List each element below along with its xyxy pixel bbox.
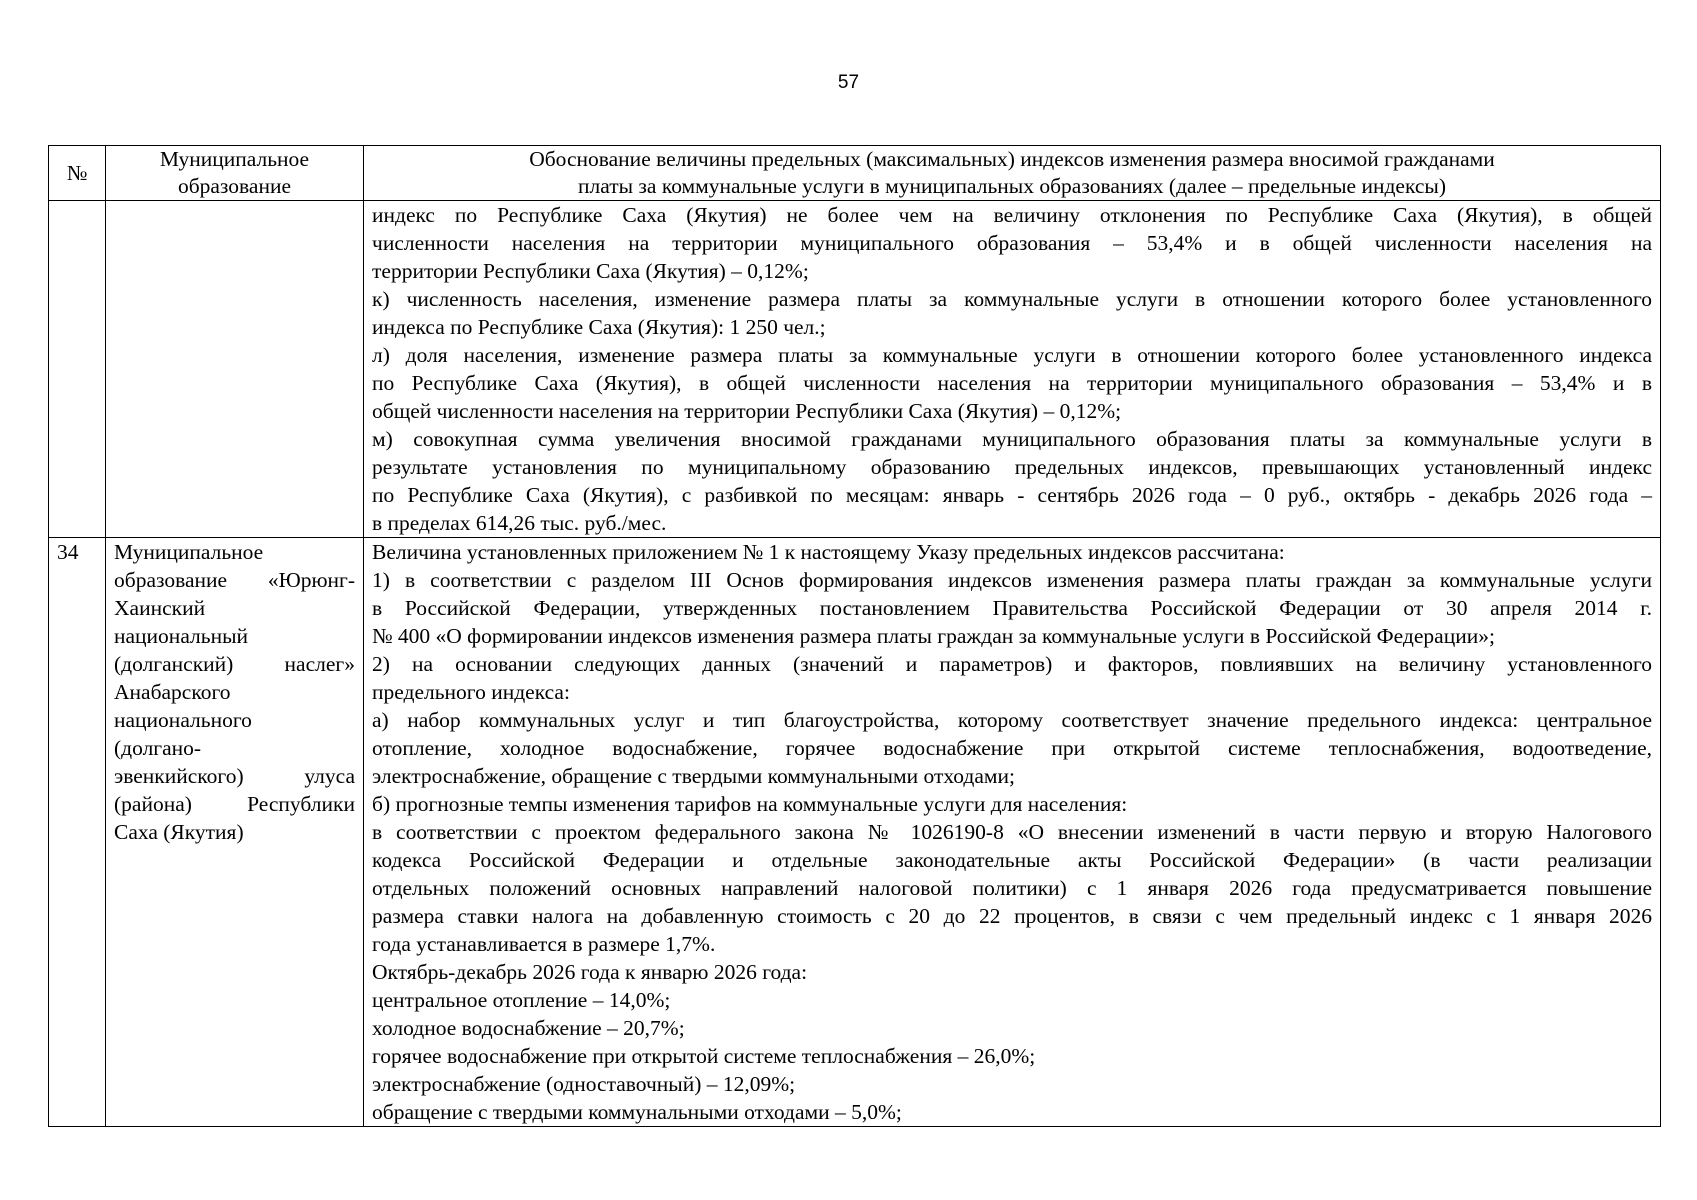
row-number-cell: 34 xyxy=(49,538,106,1127)
header-justification-line: платы за коммунальные услуги в муниципальных образованиях (далее – предельные индексы) xyxy=(578,174,1446,198)
text-line: 2) на основании следующих данных (значений и параметров) и факторов, повлиявших на величину установленного xyxy=(372,652,1652,676)
header-municipality-line: Муниципальное xyxy=(159,147,310,171)
justification-text xyxy=(372,538,1652,1126)
text-line: Величина установленных приложением № 1 к настоящему Указу предельных индексов рассчитана: xyxy=(372,540,1285,564)
text-line: отдельных положений основных направлений налоговой политики) с 1 января 2026 года предусматривается повышение xyxy=(372,876,1652,900)
text-line: л) доля населения, изменение размера платы за коммунальные услуги в отношении которого более установленного индекса xyxy=(372,343,1652,367)
text-line: индекса по Республике Саха (Якутия): 1 250 чел.; xyxy=(372,315,826,339)
text-line: результате установления по муниципальному образованию предельных индексов, превышающих установленный индекс xyxy=(372,455,1652,479)
justification-cell xyxy=(364,201,1661,538)
text-line: национальный xyxy=(114,624,249,648)
table-row-continued xyxy=(49,201,1661,538)
text-line: кодекса Российской Федерации и отдельные законодательные акты Российской Федерации» (в части реализации xyxy=(372,848,1652,872)
text-line: в пределах 614,26 тыс. руб./мес. xyxy=(372,511,667,535)
text-line: по Республике Саха (Якутия), с разбивкой по месяцам: январь - сентябрь 2026 года – 0 руб., октябрь - декабрь 2026 года – xyxy=(372,483,1652,507)
text-line: эвенкийского) улуса xyxy=(114,764,355,788)
text-line: (долгано- xyxy=(114,736,202,760)
header-number: № xyxy=(49,146,106,201)
text-line: 1) в соответствии с разделом III Основ формирования индексов изменения размера платы граждан за коммунальные услуги xyxy=(372,568,1652,592)
text-line: общей численности населения на территории Республики Саха (Якутия) – 0,12%; xyxy=(372,399,1122,423)
municipality-name xyxy=(114,538,355,846)
text-line: индекс по Республике Саха (Якутия) не более чем на величину отклонения по Республике Саха (Якутия), в общей xyxy=(372,203,1652,227)
text-line: б) прогнозные темпы изменения тарифов на коммунальные услуги для населения: xyxy=(372,792,1128,816)
text-line: центральное отопление – 14,0%; xyxy=(372,988,671,1012)
header-justification xyxy=(364,146,1661,201)
text-line: по Республике Саха (Якутия), в общей численности населения на территории муниципального образования – 53,4% и в xyxy=(372,371,1652,395)
text-line: численности населения на территории муниципального образования – 53,4% и в общей численности населения на xyxy=(372,231,1652,255)
header-municipality xyxy=(106,146,364,201)
table-header-row xyxy=(49,146,1661,201)
text-line: отопление, холодное водоснабжение, горячее водоснабжение при открытой системе теплоснабжения, водоотведение, xyxy=(372,736,1652,760)
text-line: размера ставки налога на добавленную стоимость с 20 до 22 процентов, в связи с чем предельный индекс с 1 января 2026 xyxy=(372,904,1652,928)
text-line: в соответствии с проектом федерального закона № 1026190-8 «О внесении изменений в части первую и вторую Налогового xyxy=(372,820,1652,844)
text-line: Октябрь-декабрь 2026 года к январю 2026 года: xyxy=(372,960,808,984)
municipality-cell xyxy=(106,538,364,1127)
text-line: м) совокупная сумма увеличения вносимой гражданами муниципального образования платы за коммунальные услуги в xyxy=(372,427,1652,451)
text-line: электроснабжение, обращение с твердыми коммунальными отходами; xyxy=(372,764,1015,788)
text-line: к) численность населения, изменение размера платы за коммунальные услуги в отношении которого более установленного xyxy=(372,287,1652,311)
text-line: Муниципальное xyxy=(114,540,264,564)
text-line: в Российской Федерации, утвержденных постановлением Правительства Российской Федерации от 30 апреля 2014 г. xyxy=(372,596,1652,620)
justification-table xyxy=(48,145,1661,1127)
text-line: национального xyxy=(114,708,252,732)
text-line: Анабарского xyxy=(114,680,231,704)
text-line: обращение с твердыми коммунальными отходами – 5,0%; xyxy=(372,1100,902,1124)
header-municipality-line: образование xyxy=(177,174,292,198)
text-line: № 400 «О формировании индексов изменения размера платы граждан за коммунальные услуги в Российской Федерации»; xyxy=(372,624,1495,648)
text-line: а) набор коммунальных услуг и тип благоустройства, которому соответствует значение предельного индекса: центральное xyxy=(372,708,1652,732)
row-number-cell xyxy=(49,201,106,538)
header-justification-line: Обоснование величины предельных (максимальных) индексов изменения размера вносимой гражданами xyxy=(529,147,1495,171)
text-line: электроснабжение (одноставочный) – 12,09%; xyxy=(372,1072,796,1096)
justification-cell xyxy=(364,538,1661,1127)
text-line: (долганский) наслег» xyxy=(114,652,355,676)
table-row-34 xyxy=(49,538,1661,1127)
justification-text xyxy=(372,201,1652,537)
municipality-cell xyxy=(106,201,364,538)
text-line: Саха (Якутия) xyxy=(114,820,244,844)
text-line: предельного индекса: xyxy=(372,680,570,704)
text-line: холодное водоснабжение – 20,7%; xyxy=(372,1016,685,1040)
text-line: образование «Юрюнг- xyxy=(114,568,355,592)
text-line: территории Республики Саха (Якутия) – 0,12%; xyxy=(372,259,809,283)
text-line: года устанавливается в размере 1,7%. xyxy=(372,932,716,956)
text-line: горячее водоснабжение при открытой системе теплоснабжения – 26,0%; xyxy=(372,1044,1036,1068)
page-number: 57 xyxy=(837,72,860,93)
text-line: (района) Республики xyxy=(114,792,355,816)
text-line: Хаинский xyxy=(114,596,206,620)
